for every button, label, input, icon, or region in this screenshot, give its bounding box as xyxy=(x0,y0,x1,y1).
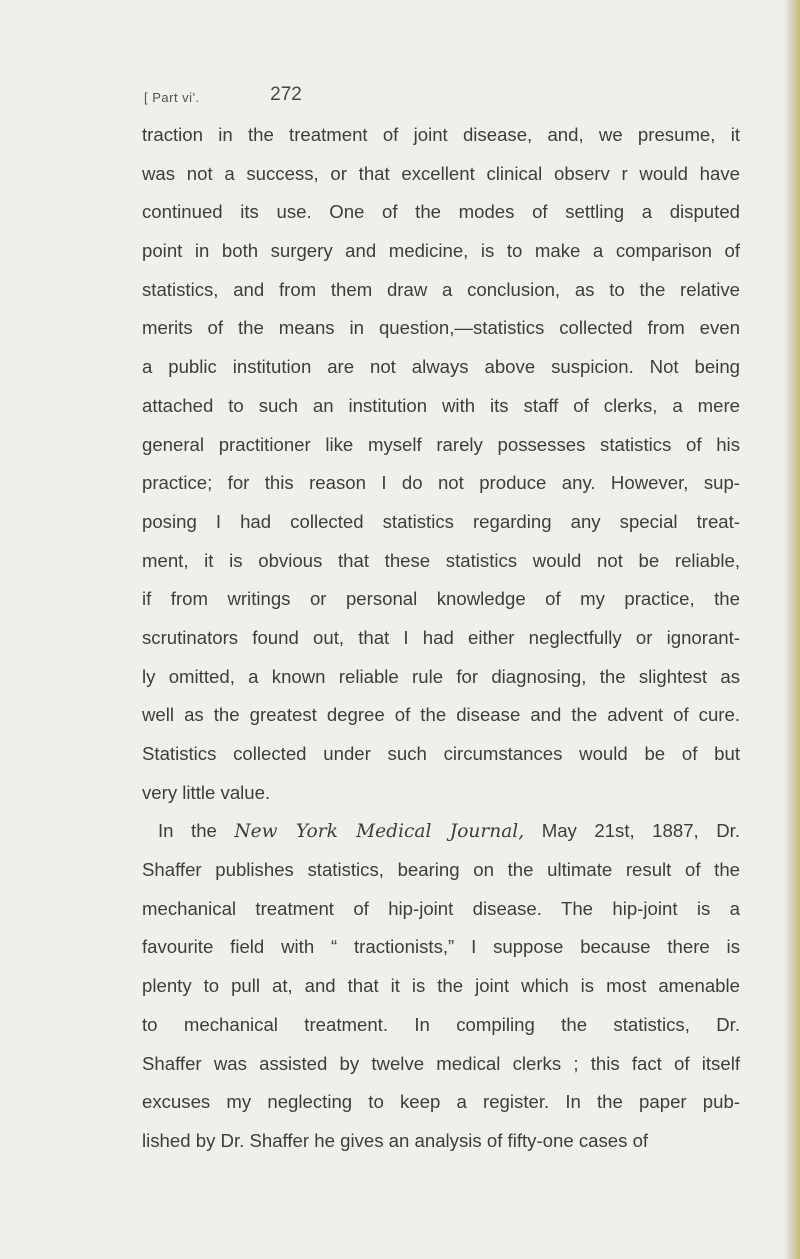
text-line: ment, it is obvious that these statistics would not be reliable, xyxy=(142,549,740,571)
text-line: continued its use. One of the modes of settling a disputed xyxy=(142,201,740,223)
line-suffix: May 21st, 1887, Dr. xyxy=(541,820,740,842)
line-prefix: In the xyxy=(158,820,217,842)
text-line: general practitioner like myself rarely possesses statistics of his xyxy=(142,433,740,455)
text-line: very little value. xyxy=(142,781,271,803)
text-line: statistics, and from them draw a conclusion, as to the relative xyxy=(142,278,740,300)
text-line: well as the greatest degree of the disease and the advent of cure. xyxy=(142,704,740,726)
text-line: posing I had collected statistics regarding any special treat- xyxy=(142,510,740,532)
page-header xyxy=(144,84,744,114)
text-line: point in both surgery and medicine, is to make a comparison of xyxy=(142,240,740,262)
text-line: ly omitted, a known reliable rule for diagnosing, the slightest as xyxy=(142,665,740,687)
text-line: a public institution are not always above suspicion. Not being xyxy=(142,356,740,378)
text-line: mechanical treatment of hip-joint disease. The hip-joint is a xyxy=(142,897,740,919)
text-line: scrutinators found out, that I had either neglectfully or ignorant- xyxy=(142,626,740,648)
body-text xyxy=(142,116,740,1161)
text-line: lished by Dr. Shaffer he gives an analysis of fifty-one cases of xyxy=(142,1129,649,1151)
text-line: Shaffer publishes statistics, bearing on the ultimate result of the xyxy=(142,859,740,881)
text-line: Statistics collected under such circumstances would be of but xyxy=(142,743,740,764)
text-line: plenty to pull at, and that it is the joint which is most amenable xyxy=(142,975,740,997)
text-line: excuses my neglecting to keep a register. In the paper pub- xyxy=(142,1091,740,1113)
text-line: traction in the treatment of joint disease, and, we presume, it xyxy=(142,124,740,145)
page-edge-shadow xyxy=(784,0,800,1259)
text-line: favourite field with “ tractionists,” I suppose because there is xyxy=(142,936,740,958)
text-line: was not a success, or that excellent clinical observ r would have xyxy=(142,162,740,184)
page-number: 272 xyxy=(270,84,302,105)
journal-title: New York Medical Journal, xyxy=(234,821,525,843)
paragraph-start-line xyxy=(142,812,740,851)
text-line: practice; for this reason I do not produce any. However, sup- xyxy=(142,472,740,494)
text-line: merits of the means in question,—statistics collected from even xyxy=(142,317,740,339)
text-line: to mechanical treatment. In compiling the statistics, Dr. xyxy=(142,1013,740,1035)
text-line: if from writings or personal knowledge of my practice, the xyxy=(142,588,740,610)
text-line: Shaffer was assisted by twelve medical clerks ; this fact of itself xyxy=(142,1052,740,1074)
part-label: [ Part vi'. xyxy=(144,90,200,105)
text-line: attached to such an institution with its staff of clerks, a mere xyxy=(142,394,740,416)
